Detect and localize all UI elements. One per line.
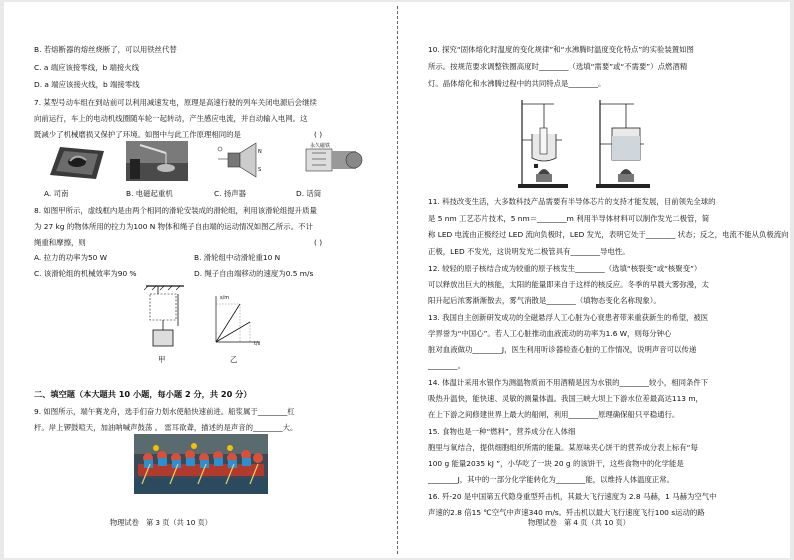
- q7-answer-bracket: ( ): [314, 130, 323, 139]
- q6-option-d: D. a 端应该接火线，b 端接零线: [34, 80, 140, 89]
- q7-stem-line: 7. 某型号动车组在到站前可以利用减速发电，原理是高速行驶的列车关闭电源后会继续: [34, 98, 317, 107]
- q12-stem-line: 阳升起后浓雾渐渐散去，雾气消散是________（填物态变化名称现象）。: [428, 296, 661, 305]
- q14-stem-line: 14. 体温计采用水银作为测温物质而不用酒精是因为水银的________较小，相同条件下: [428, 378, 709, 387]
- q8-graph-x-axis: t/s: [254, 341, 261, 347]
- q6-option-b: B. 若熔断器的熔丝烧断了，可以用铁丝代替: [34, 45, 177, 54]
- q8-fig-label-jia: 甲: [158, 355, 166, 364]
- exam-sheet: [4, 2, 790, 558]
- svg-text:N: N: [258, 149, 262, 155]
- q8-figure-pulley: [144, 284, 186, 364]
- q7-option-a: A. 司南: [44, 189, 69, 198]
- q8-fig-label-yi: 乙: [230, 355, 238, 364]
- q11-stem-line: 称 LED 电流由正极经过 LED 流向负极时，LED 发光，表明它处于________ 状态；反之，电流不能从负极流向: [428, 230, 789, 239]
- q15-stem-line: 15. 食物也是一种“燃料”，营养成分在人体细: [428, 427, 576, 436]
- q7-figure-crane: [126, 141, 188, 181]
- q7-figure-speaker: [214, 139, 272, 181]
- q8-option-d: D. 绳子自由端移动的速度为0.5 m/s: [194, 269, 314, 278]
- q7-figure-compass: [46, 145, 106, 181]
- right-page-footer: 物理试卷 第 4 页（共 10 页）: [528, 518, 630, 527]
- q14-stem-line: 在上下游之间修建世界上最大的船闸，利用________原理确保船只平稳通行。: [428, 410, 680, 419]
- q8-option-a: A. 拉力的功率为50 W: [34, 253, 108, 262]
- q12-stem-line: 12. 较轻的原子核结合成为较重的原子核发生________（选填“核裂变”或“核聚变”）: [428, 264, 702, 273]
- q11-stem-line: 正极，LED 不发光，这说明发光二极管具有________导电性。: [428, 247, 630, 256]
- q7-option-c: C. 扬声器: [214, 189, 247, 198]
- q13-stem-line: ________。: [428, 361, 465, 370]
- q16-stem-line: 16. 歼-20 是中国第五代隐身重型歼击机，其最大飞行速度为 2.8 马赫，1 马赫为空气中: [428, 492, 717, 501]
- q7-stem-line: 既减少了机械磨损又保护了环境。如图中与此工作原理相同的是: [34, 130, 241, 139]
- q8-answer-bracket: ( ): [314, 238, 323, 247]
- q8-option-c: C. 该滑轮组的机械效率为90 %: [34, 269, 137, 278]
- q8-graph-y-axis: s/m: [220, 295, 230, 301]
- q10-stem-line: 10. 探究“固体熔化时温度的变化规律”和“水沸腾时温度变化特点”的实验装置如图: [428, 45, 694, 54]
- q10-figure-melting-apparatus: [514, 94, 572, 190]
- q15-stem-line: 胞里与氧结合，提供细胞组织所需的能量。某原味夹心饼干的营养成分表上标有“每: [428, 443, 698, 452]
- q7-option-b: B. 电磁起重机: [126, 189, 173, 198]
- q11-stem-line: 11. 科技改变生活，大多数科技产品需要有半导体芯片的支持才能发展，目前领先全球的: [428, 197, 716, 206]
- left-page: [34, 2, 374, 558]
- q12-stem-line: 可以释放出巨大的核能，太阳的能量即来自于这样的核反应。冬季的早晨大雾弥漫，太: [428, 280, 709, 289]
- q15-stem-line: ________J，其中的一部分化学能转化为________能，以维持人体温度正常。: [428, 475, 675, 484]
- q14-stem-line: 吸热升温快，能快速、灵敏的测量体温。我国三峡大坝上下游水位差最高达113 m，: [428, 394, 703, 403]
- q13-stem-line: 脏对血液做功________J，医生利用听诊器检查心脏的工作情况，说明声音可以传递: [428, 345, 697, 354]
- q8-stem-line: 为 27 kg 的物体所用的拉力为100 N 物体和绳子自由端的运动情况如图乙所示。不计: [34, 222, 313, 231]
- page-divider: [397, 6, 398, 554]
- q9-stem-line: 9. 如图所示，端午赛龙舟，选手们奋力划水使船快速前进。船浆属于________杠: [34, 407, 295, 416]
- q7-figure-microphone: [296, 139, 366, 181]
- q10-stem-line: 灯。晶体熔化和水沸腾过程中的共同特点是________。: [428, 79, 606, 88]
- svg-text:永久磁铁: 永久磁铁: [310, 143, 331, 149]
- left-page-footer: 物理试卷 第 3 页（共 10 页）: [110, 518, 212, 527]
- q13-stem-line: 学界誉为“中国心”。若人工心脏推动血液流动的功率为1.6 W，则每分钟心: [428, 329, 672, 338]
- q9-dragon-boat-photo: [134, 434, 268, 494]
- right-page: [428, 2, 789, 558]
- q8-stem-line: 绳重和摩擦，则: [34, 238, 86, 247]
- q16-stem-line: 声速的2.8 倍15 ℃空气中声速340 m/s。歼击机以最大飞行速度飞行100 s运动的路: [428, 508, 705, 517]
- q8-option-b: B. 滑轮组中动滑轮重10 N: [194, 253, 281, 262]
- q7-option-d: D. 话筒: [296, 189, 322, 198]
- q8-stem-line: 8. 如图甲所示，虚线框内是由两个相同的滑轮安装成的滑轮组，利用该滑轮组提升质量: [34, 206, 317, 215]
- section-title: 二、填空题（本大题共 10 小题，每小题 2 分，共 20 分）: [34, 389, 252, 399]
- q15-stem-line: 100 g 能量2035 kJ ”，小华吃了一块 20 g 的该饼干，这些食物中的化学能是: [428, 459, 684, 468]
- q10-figure-boiling-apparatus: [592, 94, 654, 190]
- svg-text:S: S: [258, 167, 262, 173]
- q11-stem-line: 是 5 nm 工艺芯片技术，5 nm＝________m 利用半导体材料可以制作发光二极管，简: [428, 214, 710, 223]
- q6-option-c: C. a 端应该接零线，b 端接火线: [34, 63, 140, 72]
- q7-stem-line: 向前运行，车上的电动机线圈随车轮一起转动，产生感应电流，并自动输入电网。这: [34, 114, 308, 123]
- q13-stem-line: 13. 我国自主创新研发成功的全磁悬浮人工心脏为心衰患者带来重获新生的希望，被医: [428, 313, 709, 322]
- q10-stem-line: 所示。按规范要求调整铁圈高度时________（选填“需要”或“不需要”）点燃酒精: [428, 62, 688, 71]
- q9-stem-line: 杆。岸上锣鼓喧天，加油呐喊声鼓荡 。 雷耳欲聋，描述的是声音的________大。: [34, 423, 298, 432]
